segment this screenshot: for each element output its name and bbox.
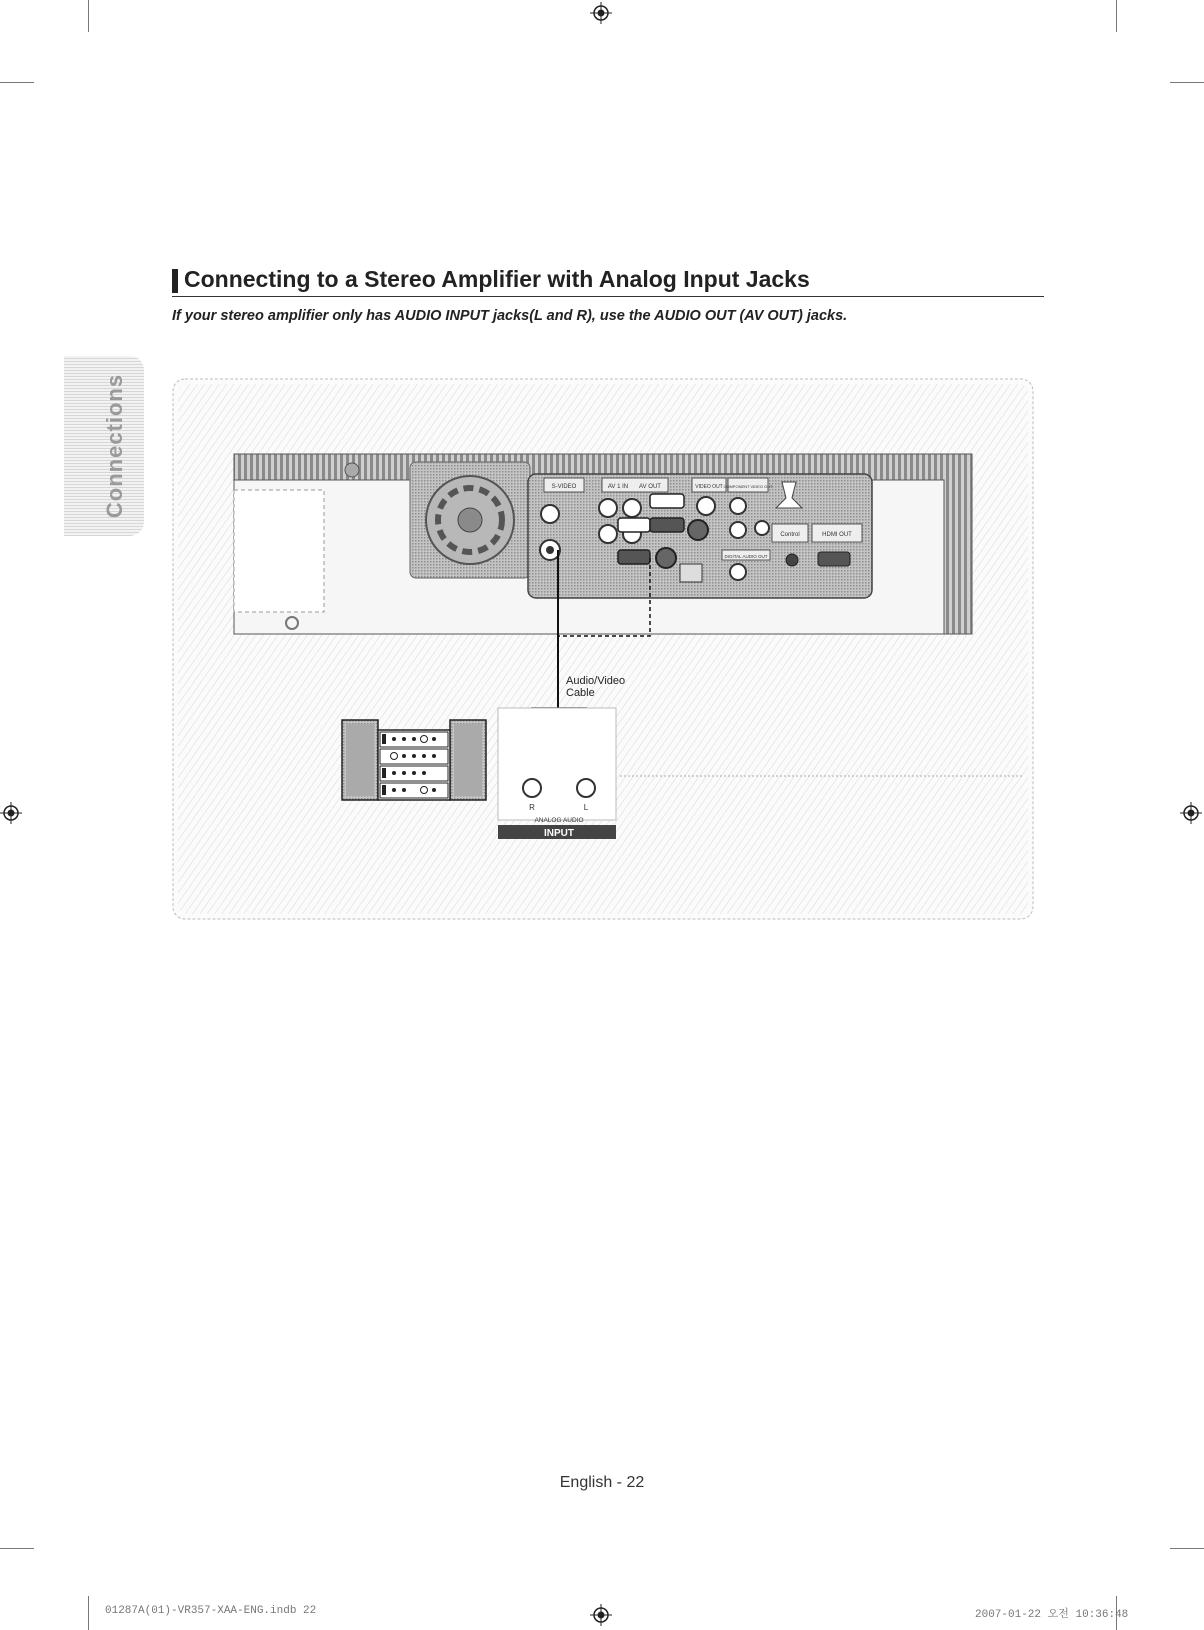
registration-mark-icon: [590, 1604, 612, 1626]
input-bar-label: INPUT: [544, 828, 574, 839]
label-hdmi-out: HDMI OUT: [822, 532, 852, 538]
trim-mark: [0, 1548, 34, 1549]
cable-label-line2: Cable: [566, 687, 595, 699]
trim-mark: [1116, 0, 1117, 32]
analog-audio-label: ANALOG AUDIO: [534, 817, 584, 824]
label-digital-audio-out: DIGITAL AUDIO OUT: [724, 554, 768, 559]
trim-mark: [88, 1596, 89, 1630]
label-video-out: VIDEO OUT: [695, 484, 723, 490]
connection-diagram: [172, 378, 1034, 920]
registration-mark-icon: [1180, 802, 1202, 824]
label-component-video: COMPONENT VIDEO OUT: [723, 484, 773, 489]
trim-mark: [88, 0, 89, 32]
recorder-rear-panel: [234, 454, 972, 634]
jack-r: [523, 779, 541, 797]
trim-mark: [1170, 82, 1204, 83]
print-slug-file: 01287A(01)-VR357-XAA-ENG.indb 22: [105, 1605, 317, 1617]
label-av-out: AV OUT: [639, 484, 661, 490]
print-slug-timestamp: 2007-01-22 오전 10:36:48: [975, 1609, 1129, 1621]
stereo-amplifier: [342, 720, 486, 800]
registration-mark-icon: [0, 802, 22, 824]
amplifier-input-box: [498, 708, 616, 820]
label-svideo: S-VIDEO: [551, 484, 577, 490]
page-number: English - 22: [559, 1474, 645, 1491]
trim-mark: [0, 82, 34, 83]
section-title: Connecting to a Stereo Amplifier with Analog Input Jacks: [172, 266, 1044, 297]
jack-label-r: R: [529, 803, 535, 812]
cable-label-line1: Audio/Video: [566, 675, 626, 687]
side-tab-label: Connections: [102, 373, 127, 519]
label-control: Control: [780, 532, 800, 538]
registration-mark-icon: [590, 2, 612, 24]
jack-l: [577, 779, 595, 797]
jack-label-l: L: [583, 803, 589, 812]
trim-mark: [1170, 1548, 1204, 1549]
label-av1-in: AV 1 IN: [607, 484, 629, 490]
section-subtitle: If your stereo amplifier only has AUDIO INPUT jacks(L and R), use the AUDIO OUT (AV OUT) jacks.: [172, 308, 848, 324]
